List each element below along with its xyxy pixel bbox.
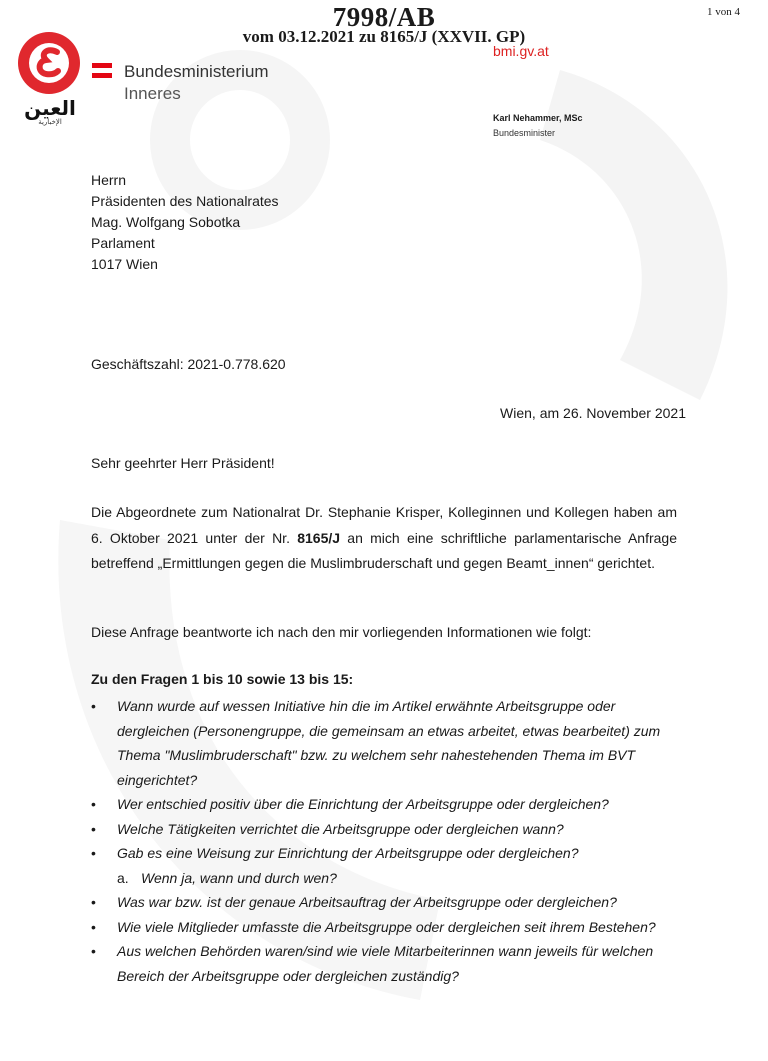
question-list	[91, 694, 691, 988]
salutation: Sehr geehrter Herr Präsident!	[91, 455, 275, 471]
intro-paragraph	[91, 500, 677, 577]
intro-text-1: Die Abgeordnete zum Nationalrat Dr. Stephanie Krisper, Kolleginnen und Kollegen haben am 6. Oktober 2021 unter der Nr.	[91, 504, 677, 546]
ain-logo-text: العين	[24, 98, 76, 120]
bullet-icon: •	[91, 943, 96, 959]
question-item	[91, 939, 691, 988]
sub-question-letter: a.	[117, 869, 129, 886]
sub-question-text: Wenn ja, wann und durch wen?	[141, 869, 337, 886]
question-text: Was war bzw. ist der genaue Arbeitsauftrag der Arbeitsgruppe oder dergleichen?	[117, 894, 617, 910]
question-item	[91, 890, 691, 915]
ab-number: 7998/AB	[332, 2, 436, 32]
sub-question-item	[91, 866, 691, 891]
bullet-icon: •	[91, 894, 96, 910]
flag-stripe-top	[92, 63, 112, 68]
question-text: Gab es eine Weisung zur Einrichtung der Arbeitsgruppe oder dergleichen?	[117, 845, 579, 861]
question-item	[91, 792, 691, 817]
question-text: Wer entschied positiv über die Einrichtung der Arbeitsgruppe oder dergleichen?	[117, 796, 609, 812]
geschaeftszahl: Geschäftszahl: 2021-0.778.620	[91, 356, 286, 372]
minister-title: Bundesminister	[493, 128, 556, 138]
minister-name: Karl Nehammer, MSc	[493, 113, 583, 123]
bullet-icon: •	[91, 796, 96, 812]
question-text: Welche Tätigkeiten verrichtet die Arbeitsgruppe oder dergleichen wann?	[117, 820, 564, 837]
questions-heading: Zu den Fragen 1 bis 10 sowie 13 bis 15:	[91, 671, 354, 687]
ministry-url[interactable]: bmi.gv.at	[493, 43, 549, 59]
question-item	[91, 841, 691, 866]
page-count: 1 von 4	[707, 6, 740, 18]
ministry-name	[124, 61, 269, 105]
intro-reference: 8165/J	[297, 529, 341, 546]
flag-stripe-bottom	[92, 73, 112, 78]
address-line: 1017 Wien	[91, 256, 158, 272]
question-text: Wie viele Mitglieder umfasste die Arbeitsgruppe oder dergleichen seit ihrem Bestehen?	[117, 918, 656, 935]
bullet-icon: •	[91, 918, 96, 935]
address-line: Präsidenten des Nationalrates	[91, 193, 279, 209]
ain-logo-subtext: الإخبارية	[38, 119, 62, 126]
recipient-address	[91, 170, 279, 275]
answer-intro: Diese Anfrage beantworte ich nach den mir vorliegenden Informationen wie folgt:	[91, 624, 592, 640]
question-text: Wann wurde auf wessen Initiative hin die im Artikel erwähnte Arbeitsgruppe oder dergleichen (Personengruppe, die gemeinsam an etwas arbeitet, etwas bearbeitet) zum Thema "Muslimbruderschaft" bzw. zu welchem sehr nahestehenden Thema im BVT eingerichtet?	[117, 698, 661, 788]
letter-date: Wien, am 26. November 2021	[500, 405, 686, 421]
bullet-icon: •	[91, 820, 96, 837]
question-item	[91, 915, 691, 940]
address-line: Mag. Wolfgang Sobotka	[91, 214, 241, 230]
question-text: Aus welchen Behörden waren/sind wie viele Mitarbeiterinnen wann jeweils für welchen Bereich der Arbeitsgruppe oder dergleichen zuständig?	[117, 943, 654, 984]
address-line: Herrn	[91, 172, 127, 188]
ministry-line-2: Inneres	[124, 84, 181, 103]
bullet-icon: •	[91, 845, 96, 861]
question-item	[91, 694, 691, 792]
bullet-icon: •	[91, 698, 96, 714]
ministry-line-1: Bundesministerium	[124, 62, 269, 81]
ab-subtitle: vom 03.12.2021 zu 8165/J (XXVII. GP)	[242, 27, 526, 46]
intro-text-2: an mich eine schriftliche parlamentarische Anfrage betreffend „Ermittlungen gegen die Muslimbruderschaft und gegen Beamt_innen“ gerichtet.	[91, 529, 677, 571]
question-item	[91, 817, 691, 842]
address-line: Parlament	[91, 235, 155, 251]
